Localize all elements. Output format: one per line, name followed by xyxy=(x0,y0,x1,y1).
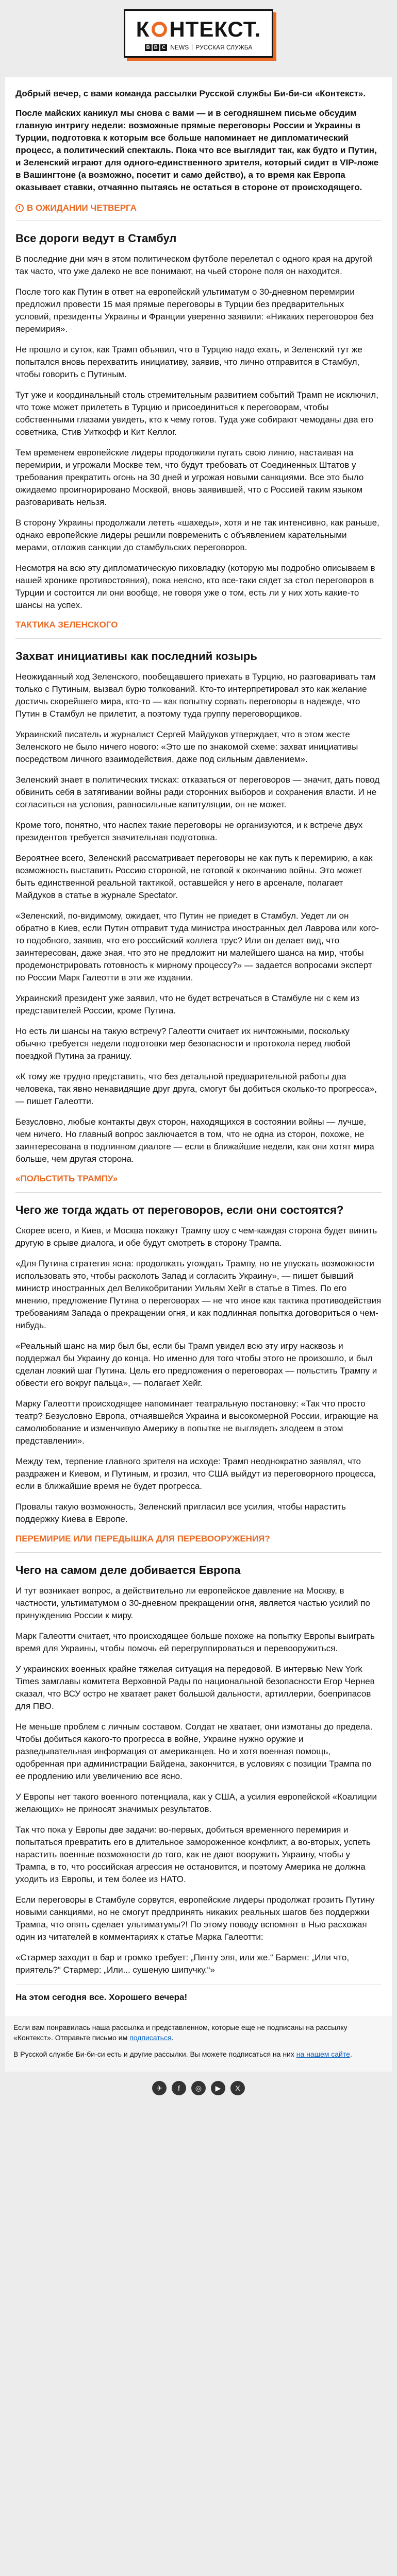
section-title: Все дороги ведут в Стамбул xyxy=(15,232,177,245)
intro-greeting: Добрый вечер, с вами команда рассылки Русской службы Би-би-си «Контекст». xyxy=(15,89,366,98)
footer-note xyxy=(5,2016,392,2072)
paragraph: Так что пока у Европы две задачи: во-первых, добиться временного перемирия и попытаться превратить его в длительное замороженное конфликт, а во-вторых, успеть нарастить военные возможности до того, как не дают вооружить Украину, чтобы у Трампа, в то, что российская агрессия не остановится, и поэтому Америка не должна уходить из Европы, и тем более из НАТО. xyxy=(15,1825,371,1884)
footer-text: Если вам понравилась наша рассылка и представленном, которые еще не подписаны на рассылку «Контекст». Отправьте письмо им xyxy=(13,2023,348,2042)
paragraph: У Европы нет такого военного потенциала, как у США, а усилия европейской «Коалиции желающих» не приносят значимых результатов. xyxy=(15,1792,377,1814)
paragraph: Несмотря на всю эту дипломатическую пиховладку (которую мы подробно описываем в нашей хронике противостояния), пока неясно, кто все-таки сядет за стол переговоров в Турции и состоится ли они вообще, не говоря уже о том, есть ли у них хоть какие-то шансы на успех. xyxy=(15,563,375,610)
paragraph: Провалы такую возможность, Зеленский пригласил все усилия, чтобы нарастить поддержку Киева в Европе. xyxy=(15,1502,346,1524)
telegram-icon[interactable]: ✈ xyxy=(152,2081,167,2095)
logo-news: NEWS xyxy=(170,44,189,51)
content xyxy=(5,77,392,2016)
paragraph: Безусловно, любые контакты двух сторон, находящихся в состоянии войны — лучше, чем ничего. Но главный вопрос заключается в том, что не одна из сторон, похоже, не заинтересована в подлинном диалоге — если в ближайшие недели, как они хотят мира больше, чем другая сторона. xyxy=(15,1117,374,1164)
intro-lead: После майских каникул мы снова с вами — и в сегодняшнем письме обсудим главную интригу недели: возможные прямые переговоры России и Украины в Турции, подготовка к которым все больше напоминает не дипломатический процесс, а политический спектакль. Пока что все выглядит так, как будто и Путин, и Зеленский играют для одного-единственного зрителя, который сидит в VIP-ложе в Вашингтоне (а возможно, посетит и само действо), а то время как Европа оказывает ставки, отчаянно пытаясь не остаться в стороне от происходящего. xyxy=(15,108,379,192)
paragraph: В последние дни мяч в этом политическом футболе перелетал с одного края на другой так часто, что уже далеко не все понимают, на чьей стороне поля он находится. xyxy=(15,254,372,276)
paragraph: «Стармер заходит в бар и громко требует: „Пинту эля, или же.“ Бармен: „Или что, приятель?“ Стармер: „Или... сушеную шипучку.“» xyxy=(15,1953,350,1975)
logo-letter-right: НТЕКСТ. xyxy=(169,17,261,41)
paragraph: Но есть ли шансы на такую встречу? Галеотти считает их ничтожными, поскольку обычно требуется недели подготовки мер безопасности и протокола перед любой поездкой Путина за границу. xyxy=(15,1026,351,1061)
paragraph: У украинских военных крайне тяжелая ситуация на передовой. В интервью New York Times замглавы комитета Верховной Рады по национальной безопасности Егор Чернев сказал, что ВСУ остро не хватает ракет большой дальности, артиллерии, боеприпасов для ПВО. xyxy=(15,1664,375,1711)
bbc-logo xyxy=(145,44,168,51)
intro xyxy=(15,88,382,194)
subscribe-link[interactable]: на нашем сайте xyxy=(296,2050,350,2058)
paragraph: В сторону Украины продолжали лететь «шахеды», хотя и не так интенсивно, как раньше, однако европейские лидеры решили повременить с объявлением карательными мерами, отложив санкции до стамбульских переговоров. xyxy=(15,518,379,552)
kicker-4: ПЕРЕМИРИЕ ИЛИ ПЕРЕДЫШКА ДЛЯ ПЕРЕВООРУЖЕНИЯ? xyxy=(15,1534,270,1544)
paragraph: Не меньше проблем с личным составом. Солдат не хватает, они измотаны до предела. Чтобы добиться какого-то прогресса в войне, Украине нужно оружие и разведывательная информация от американцев. Но и хотя военная помощь, одобренная при администрации Байдена, закончится, в условиях с позиции Трампа по ее продлению или увеличению все ясно. xyxy=(15,1722,373,1781)
logo-service: РУССКАЯ СЛУЖБА xyxy=(195,44,253,51)
kicker-text: В ОЖИДАНИИ ЧЕТВЕРГА xyxy=(27,203,137,213)
paragraph: «К тому же трудно представить, что без детальной предварительной работы два человека, так явно ненавидящие друг друга, смогут бы добиться сколько-то прогресса», — пишет Галеотти. xyxy=(15,1072,377,1106)
section-title: Чего же тогда ждать от переговоров, если они состоятся? xyxy=(15,1204,344,1216)
paragraph: «Реальный шанс на мир был бы, если бы Трамп увидел всю эту игру насквозь и поддержал бы Украину до конца. Но именно для того чтобы этого не произошло, и был сделан ловкий шаг Путина. Цель его предложения о переговорах — польстить Трампу и обвести его вокруг пальца», — полагает Хейг. xyxy=(15,1341,377,1388)
paragraph: Украинский писатель и журналист Сергей Майдуков утверждает, что в этом жесте Зеленского не было ничего нового: «Это ше по знакомой схеме: захват инициативы посредством личного взаимодействия, даже под сильным давлением». xyxy=(15,730,358,764)
paragraph: Зеленский знает в политических тисках: отказаться от переговоров — значит, дать повод обвинить себя в затягивании войны ради сторонних выборов и сохранения власти. И не согласиться на условия, равносильные капитуляции, он не может. xyxy=(15,775,380,809)
instagram-icon[interactable]: ◎ xyxy=(191,2081,206,2095)
divider xyxy=(15,1192,382,1193)
logo-title xyxy=(136,17,261,42)
x-icon[interactable]: X xyxy=(230,2081,245,2095)
paragraph: «Зеленский, по-видимому, ожидает, что Путин не приедет в Стамбул. Уедет ли он обратно в Киев, если Путин отправит туда министра иностранных дел Лаврова или кого-то подобного, заявив, что его российский коллега трус? Или он делает вид, что заинтересован, даже зная, что это не предложит ни малейшего шанса на мир, чтобы продемонстрировать готовность к мирному процессу?» — задается вопросами эксперт по России Марк Галеотти в эти же издании. xyxy=(15,911,379,982)
paragraph: Кроме того, понятно, что наспех такие переговоры не организуются, и к встрече двух президентов требуется значительная подготовка. xyxy=(15,820,363,842)
kicker-3: «ПОЛЬСТИТЬ ТРАМПУ» xyxy=(15,1174,118,1183)
paragraph: И тут возникает вопрос, а действительно ли европейское давление на Москву, в частности, ультиматумом о 30-дневном прекращении огня, является частью усилий по принуждению России к миру. xyxy=(15,1586,370,1620)
bbc-letter: B xyxy=(153,44,159,51)
closing-line: На этом сегодня все. Хорошего вечера! xyxy=(15,1992,188,2002)
paragraph: После того как Путин в ответ на европейский ультиматум о 30-дневном перемирии предложил провести 15 мая прямые переговоры в Турции без предварительных условий, президенты Украины и Франции уверенно заявили: «Никаких переговоров без перемирия». xyxy=(15,287,374,334)
paragraph: Тем временем европейские лидеры продолжили пугать свою линию, настаивая на перемирии, и угрожали Москве тем, что будут требовать от Соединенных Штатов у требования прекратить огонь на 30 дней и угрожая новыми санкциями. Все это было ожидаемо проигнорировано Москвой, вновь заявившей, что с Россией таким языком разговаривать нельзя. xyxy=(15,448,364,507)
facebook-icon[interactable]: f xyxy=(172,2081,186,2095)
logo-box xyxy=(124,9,273,58)
footer-paragraph: Если вам понравилась наша рассылка и представленном, которые еще не подписаны на рассылку «Контекст». Отправьте письмо им подписаться. xyxy=(13,2023,348,2042)
bbc-letter: B xyxy=(145,44,152,51)
paragraph: Скорее всего, и Киев, и Москва покажут Трампу шоу с чем-каждая сторона будет винить другую в срыве диалога, и обе будут смотреть в сторону Трампа. xyxy=(15,1226,377,1248)
bbc-letter: C xyxy=(160,44,167,51)
youtube-icon[interactable]: ▶ xyxy=(211,2081,225,2095)
paragraph: Вероятнее всего, Зеленский рассматривает переговоры не как путь к перемирию, а как возможность выставить Россию стороной, не готовой к окончанию войны. Это может быть единственной реальной тактикой, оставшейся у него в арсенале, полагает Майдуков в статье в журнале Spectator. xyxy=(15,853,373,900)
logo-circle-icon xyxy=(152,22,167,37)
clock-icon xyxy=(15,204,24,212)
logo xyxy=(124,9,273,58)
logo-letter-left: К xyxy=(136,17,150,41)
footer-paragraph: В Русской службе Би-би-си есть и другие рассылки. Вы можете подписаться на них на нашем сайте. xyxy=(13,2050,352,2058)
paragraph: Тут уже и координальный столь стремительным развитием событий Трамп не исключил, что тоже может прилететь в Турцию и присоединиться к переговорам, чтобы собственными глазами увидеть, кто к чему готов. Туда уже собирают чемоданы два его советника, Стив Уиткофф и Кит Келлог. xyxy=(15,390,378,437)
newsletter-page xyxy=(5,0,392,2106)
paragraph: Марк Галеотти считает, что происходящее больше похоже на попытку Европы выиграть время для Украины, чтобы помочь ей перегруппироваться и перевооружиться. xyxy=(15,1631,375,1653)
forward-link[interactable]: подписаться xyxy=(129,2033,172,2042)
paragraph: Украинский президент уже заявил, что не будет встречаться в Стамбуле ни с кем из представителей России, кроме Путина. xyxy=(15,993,359,1015)
kicker-2: ТАКТИКА ЗЕЛЕНСКОГО xyxy=(15,620,118,630)
paragraph: «Для Путина стратегия ясна: продолжать угождать Трампу, но не упускать возможности использовать это, чтобы расколоть Запад и согласить Украину», — пишет бывший министр иностранных дел Великобритании Уильям Хейг в статье в Times. По его мнению, предложение Путина о переговорах — не что иное как тактика противодействия требованиям Запада о прекращении огня, и как подлинная попытка договориться о чем-нибудь. xyxy=(15,1259,382,1330)
kicker-1 xyxy=(15,203,382,213)
logo-subline xyxy=(133,44,264,51)
paragraph: Между тем, терпение главного зрителя на исходе: Трамп неоднократно заявлял, что раздражен и Киевом, и Путиным, и грозил, что США выйдут из переговорного процесса, если в ближайшие время не будет прогресса. xyxy=(15,1456,376,1491)
header xyxy=(5,0,392,77)
section-title: Захват инициативы как последний козырь xyxy=(15,650,257,663)
paragraph: Марку Галеотти происходящее напоминает театральную постановку: «Так что просто театр? Безусловно Европа, отчаявшейся Украина и высокомерной России, играющие на самолюбование и изменчивую Америку в попытке не выглядеть злодеем в этом представлении». xyxy=(15,1399,378,1446)
paragraph: Неожиданный ход Зеленского, пообещавшего приехать в Турцию, но разговаривать там только с Путиным, вызвал бурю толкований. Кто-то интерпретировал это как желание достичь скорейшего мира, кто-то — как попытку сорвать переговоры в надежде, что Путин в Стамбул не прилетит, а поэтому туда группу переговорщиков. xyxy=(15,672,376,719)
paragraph: Если переговоры в Стамбуле сорвутся, европейские лидеры продолжат грозить Путину новыми санкциями, но не смогут предпринять никаких реальных шагов без поддержки Трампа, что опять сделает ультиматумы?! По этому поводу вспомнят в Нью расхожая один из читателей в комментариях к статье Марка Галеотти: xyxy=(15,1895,375,1942)
divider xyxy=(15,638,382,639)
paragraph: Не прошло и суток, как Трамп объявил, что в Турцию надо ехать, и Зеленский тут же попытался вновь перехватить инициативу, заявив, что лично отправится в Стамбул, чтобы говорить с Путиным. xyxy=(15,345,362,379)
social-icons xyxy=(5,2072,392,2106)
divider xyxy=(15,1552,382,1553)
footer-text: В Русской службе Би-би-си есть и другие рассылки. Вы можете подписаться на них xyxy=(13,2050,294,2058)
section-title: Чего на самом деле добивается Европа xyxy=(15,1564,241,1577)
